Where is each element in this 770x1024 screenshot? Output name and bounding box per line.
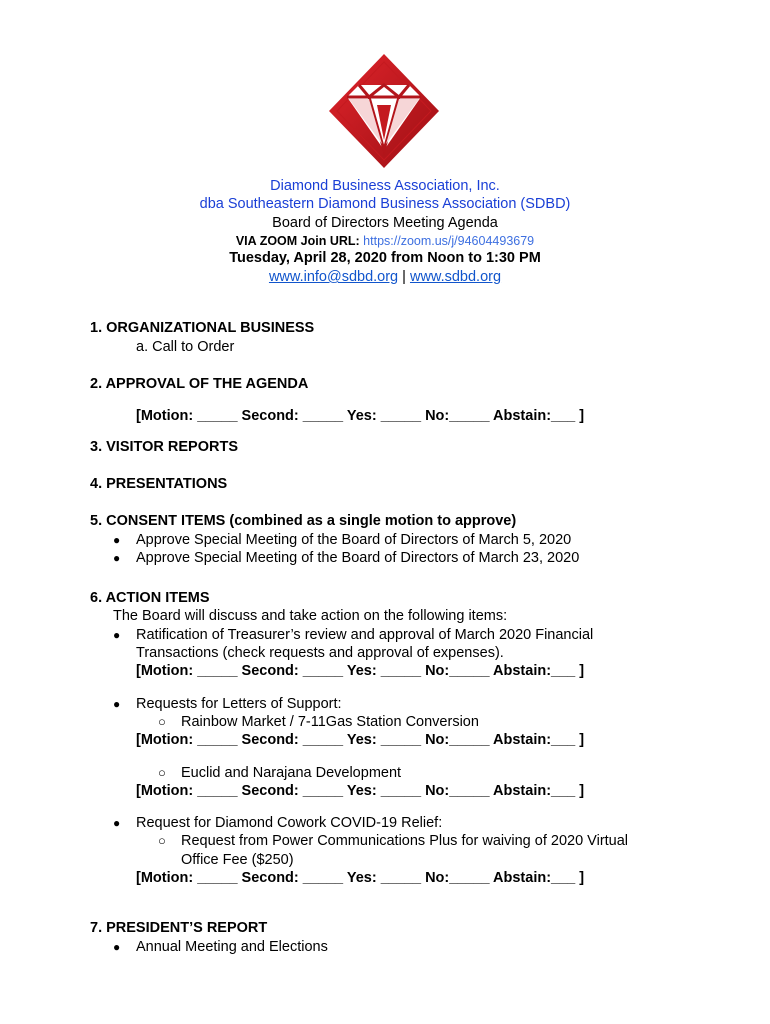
doc-title: Board of Directors Meeting Agenda xyxy=(272,215,498,231)
section-4-title: 4. PRESENTATIONS xyxy=(90,476,228,492)
zoom-url-link[interactable]: https://zoom.us/j/94604493679 xyxy=(363,234,535,248)
bullet-icon: ● xyxy=(113,551,121,565)
section-5-title: 5. CONSENT ITEMS (combined as a single motion to approve) xyxy=(90,513,517,529)
president-report-item: Annual Meeting and Elections xyxy=(136,939,328,955)
bullet-icon: ● xyxy=(113,533,121,547)
section-6-title: 6. ACTION ITEMS xyxy=(90,590,210,606)
letters-sub-item: Rainbow Market / 7-11Gas Station Conversion xyxy=(181,714,479,730)
circle-bullet-icon: ○ xyxy=(158,765,166,780)
circle-bullet-icon: ○ xyxy=(158,833,166,848)
links-line xyxy=(0,268,770,286)
section-2-title: 2. APPROVAL OF THE AGENDA xyxy=(90,376,309,392)
letters-sub-item: Euclid and Narajana Development xyxy=(181,765,402,781)
motion-line-rainbow: [Motion: _____ Second: _____ Yes: _____ No:_____ Abstain:___ ] xyxy=(136,732,585,748)
ratification-line-1: Ratification of Treasurer’s review and approval of March 2020 Financial xyxy=(136,627,594,643)
call-to-order: a. Call to Order xyxy=(136,339,235,355)
section-1-title: 1. ORGANIZATIONAL BUSINESS xyxy=(90,320,315,336)
section-7-title: 7. PRESIDENT’S REPORT xyxy=(90,920,268,936)
consent-item: Approve Special Meeting of the Board of Directors of March 23, 2020 xyxy=(136,550,580,566)
letters-of-support: Requests for Letters of Support: xyxy=(136,696,342,712)
dba-name: dba Southeastern Diamond Business Association (SDBD) xyxy=(199,196,571,212)
bullet-icon: ● xyxy=(113,628,121,642)
bullet-icon: ● xyxy=(113,697,121,711)
link-separator: | xyxy=(402,269,406,285)
zoom-label: VIA ZOOM Join URL: xyxy=(235,234,360,248)
section-3-title: 3. VISITOR REPORTS xyxy=(90,439,238,455)
consent-item: Approve Special Meeting of the Board of Directors of March 5, 2020 xyxy=(136,532,572,548)
website-link[interactable]: www.sdbd.org xyxy=(409,269,502,285)
motion-line-ratification: [Motion: _____ Second: _____ Yes: _____ No:_____ Abstain:___ ] xyxy=(136,663,585,679)
meeting-date-time: Tuesday, April 28, 2020 from Noon to 1:30 PM xyxy=(229,250,541,266)
action-intro: The Board will discuss and take action on the following items: xyxy=(113,608,508,624)
bullet-icon: ● xyxy=(113,816,121,830)
email-link[interactable]: www.info@sdbd.org xyxy=(268,269,399,285)
circle-bullet-icon: ○ xyxy=(158,714,166,729)
diamond-logo-icon xyxy=(327,52,441,170)
org-name: Diamond Business Association, Inc. xyxy=(270,178,500,194)
bullet-icon: ● xyxy=(113,940,121,954)
motion-line-euclid: [Motion: _____ Second: _____ Yes: _____ No:_____ Abstain:___ ] xyxy=(136,783,585,799)
ratification-line-2: Transactions (check requests and approval of expenses). xyxy=(136,645,504,661)
covid-relief: Request for Diamond Cowork COVID-19 Relief: xyxy=(136,815,443,831)
zoom-line xyxy=(0,232,770,250)
motion-line-covid: [Motion: _____ Second: _____ Yes: _____ No:_____ Abstain:___ ] xyxy=(136,870,585,886)
covid-sub-line-1: Request from Power Communications Plus for waiving of 2020 Virtual xyxy=(181,833,629,849)
covid-sub-line-2: Office Fee ($250) xyxy=(181,852,294,868)
motion-line-agenda: [Motion: _____ Second: _____ Yes: _____ No:_____ Abstain:___ ] xyxy=(136,408,585,424)
